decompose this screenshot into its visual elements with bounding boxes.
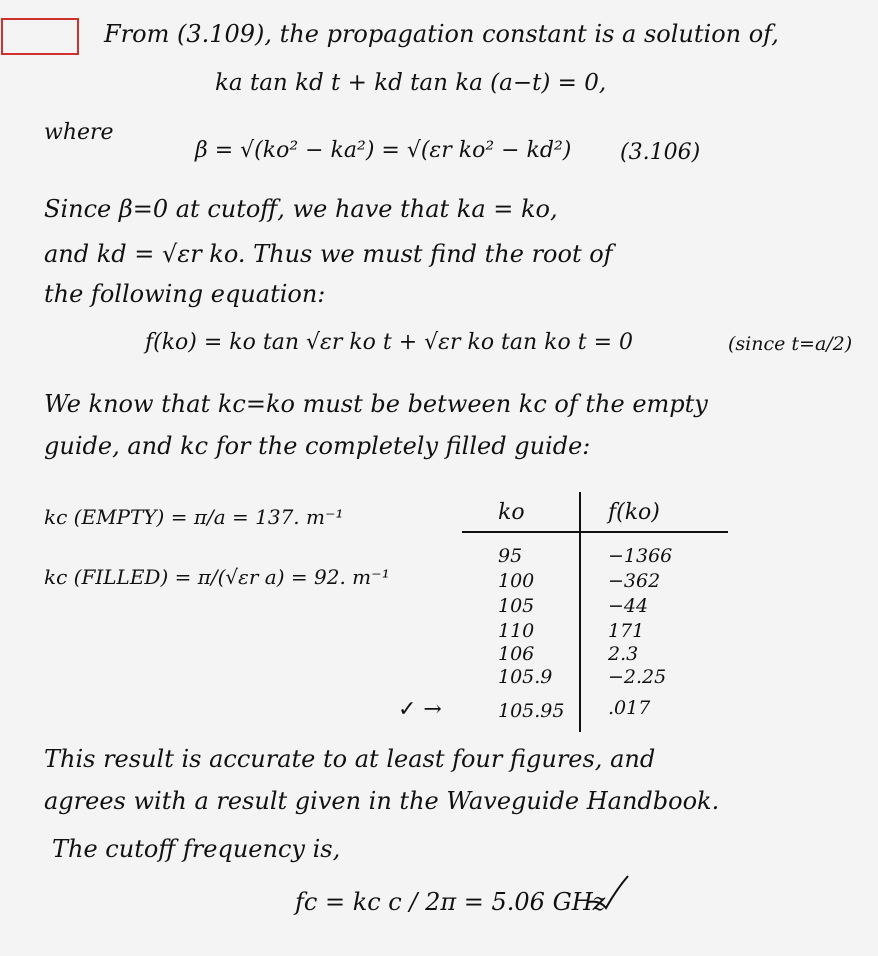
table-cell: 100 xyxy=(498,570,535,592)
equation-ref: (3.106) xyxy=(620,140,701,165)
table-cell: −2.25 xyxy=(608,666,667,688)
kc-filled: kc (FILLED) = π/(√εr a) = 92. m⁻¹ xyxy=(44,565,390,589)
table-header-fko: f(ko) xyxy=(608,500,660,525)
check-arrow: ✓ → xyxy=(398,697,442,722)
equation-fc: fc = kc c / 2π = 5.06 GHz xyxy=(295,888,606,916)
line-6: and kd = √εr ko. Thus we must find the root of xyxy=(44,240,613,268)
table-cell: −362 xyxy=(608,570,661,592)
table-cell: 95 xyxy=(498,545,523,567)
line-9: We know that kc=ko must be between kc of the empty xyxy=(44,390,708,418)
where-label: where xyxy=(44,120,114,145)
line-12: agrees with a result given in the Waveguide Handbook. xyxy=(44,787,720,815)
line-13: The cutoff frequency is, xyxy=(52,835,341,863)
table-cell: .017 xyxy=(608,697,651,719)
line-11: This result is accurate to at least four figures, and xyxy=(44,745,656,773)
table-cell: −1366 xyxy=(608,545,673,567)
equation-f: f(ko) = ko tan √εr ko t + √εr ko tan ko t = 0 xyxy=(145,330,634,355)
table-cell: −44 xyxy=(608,595,649,617)
table-header-rule xyxy=(462,531,728,533)
checkmark-icon xyxy=(586,872,630,912)
table-cell: 105.95 xyxy=(498,700,565,722)
line-10: guide, and kc for the completely filled guide: xyxy=(44,432,591,460)
equation-note: (since t=a/2) xyxy=(728,333,853,355)
selection-box[interactable] xyxy=(1,18,79,55)
equation-beta: β = √(ko² − ka²) = √(εr ko² − kd²) xyxy=(195,138,572,163)
table-cell: 110 xyxy=(498,620,535,642)
table-cell: 105 xyxy=(498,595,535,617)
line-7: the following equation: xyxy=(44,280,326,308)
table-cell: 171 xyxy=(608,620,645,642)
equation-1: ka tan kd t + kd tan ka (a−t) = 0, xyxy=(215,70,607,96)
line-5: Since β=0 at cutoff, we have that ka = ko, xyxy=(44,195,558,223)
table-divider xyxy=(579,492,581,732)
table-header-ko: ko xyxy=(498,500,525,525)
kc-empty: kc (EMPTY) = π/a = 137. m⁻¹ xyxy=(44,505,344,529)
table-cell: 105.9 xyxy=(498,666,553,688)
table-cell: 106 xyxy=(498,643,535,665)
line-1: From (3.109), the propagation constant is a solution of, xyxy=(104,20,779,48)
table-cell: 2.3 xyxy=(608,643,639,665)
